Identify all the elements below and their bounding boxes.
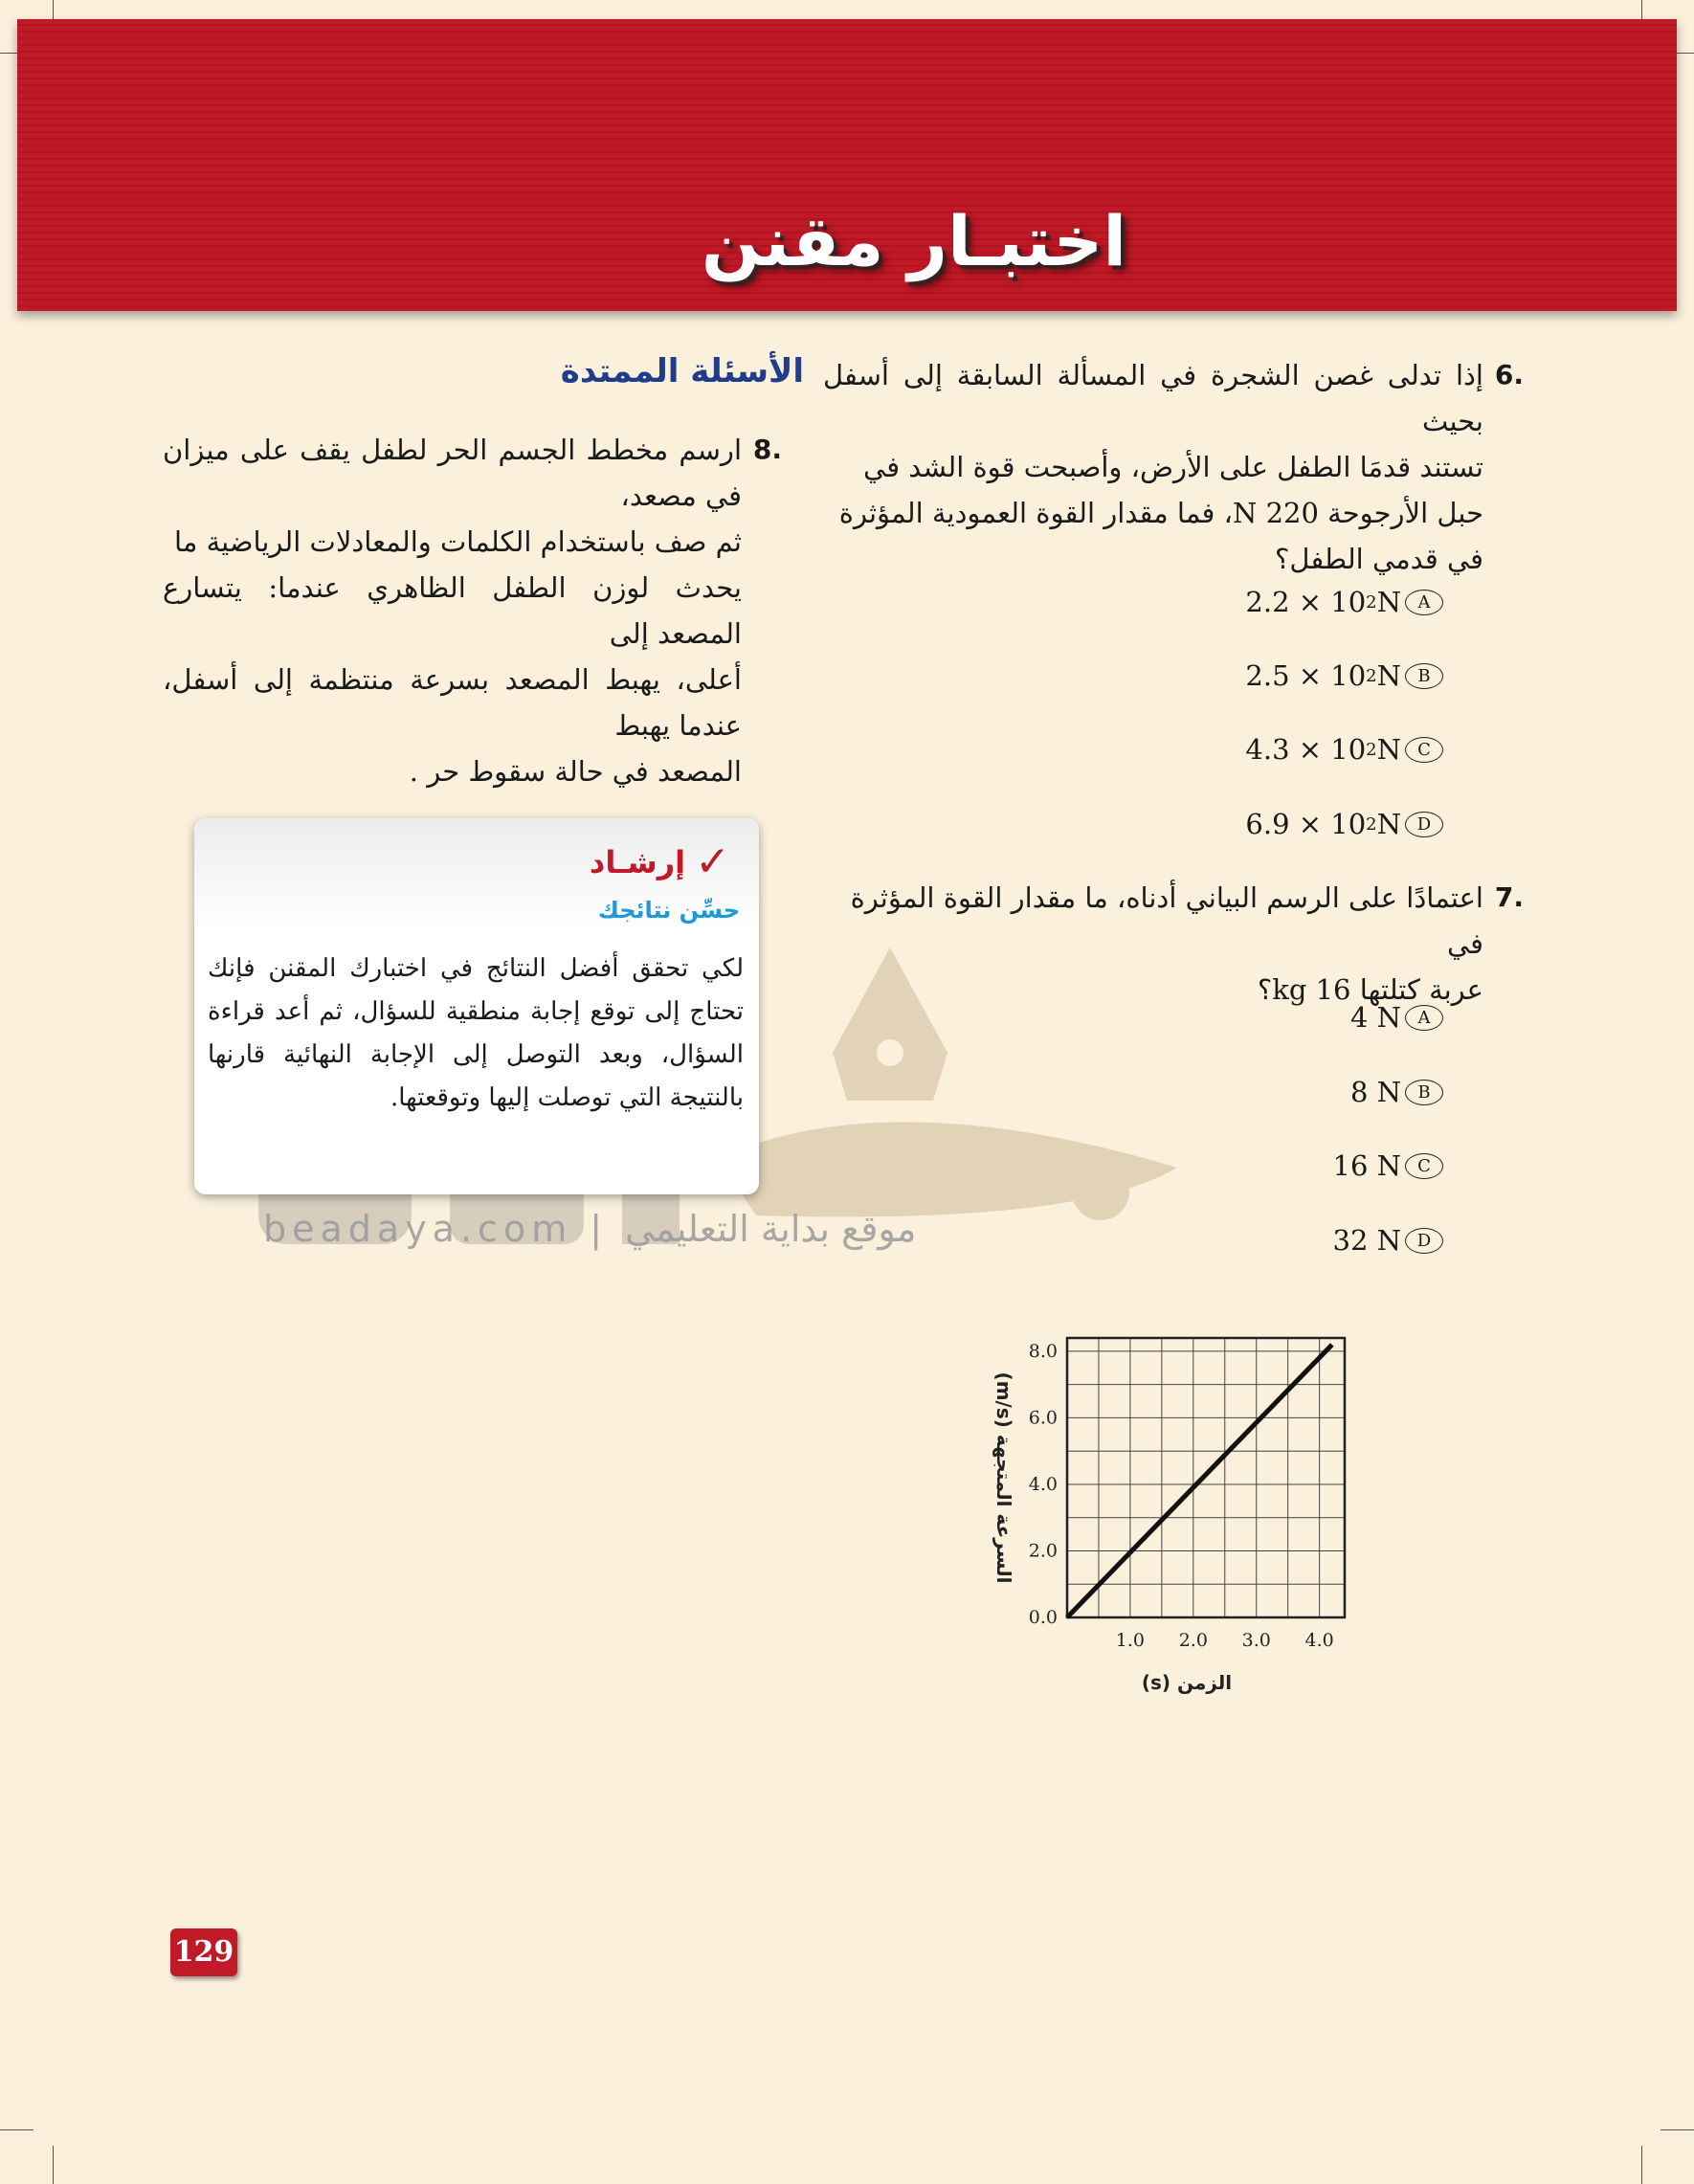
option-letter: D — [1405, 812, 1443, 837]
option-value: 4 N — [1349, 1001, 1401, 1034]
hint-title — [590, 837, 730, 886]
answer-option-b[interactable] — [1350, 1076, 1443, 1108]
option-value: 4.3 × 10 — [1245, 733, 1367, 766]
option-value: 32 N — [1332, 1224, 1401, 1257]
question-7 — [823, 875, 1524, 1013]
option-exponent: 2 — [1366, 591, 1377, 613]
y-axis-label: السرعة المتجهة (m/s) — [992, 1371, 1015, 1584]
option-value: 8 N — [1349, 1076, 1401, 1108]
crop-mark — [53, 2146, 54, 2184]
option-value: 6.9 × 10 — [1245, 808, 1367, 840]
watermark-text: beadaya.com | موقع بداية التعليمي — [263, 1208, 917, 1250]
page-number: 129 — [170, 1928, 237, 1976]
option-letter: B — [1405, 663, 1443, 689]
option-unit: N — [1376, 586, 1401, 618]
option-letter: B — [1405, 1080, 1443, 1105]
option-unit: N — [1376, 733, 1401, 766]
option-letter: D — [1405, 1228, 1443, 1254]
question-line: ارسم مخطط الجسم الحر لطفل يقف على ميزان في مصعد، — [163, 434, 742, 512]
crop-mark — [0, 2129, 33, 2130]
page-title: اختبـار مقنن — [701, 201, 1126, 281]
answer-option-c[interactable] — [1333, 1149, 1444, 1182]
option-exponent: 2 — [1366, 813, 1377, 835]
x-tick-label: 2.0 — [1178, 1630, 1208, 1651]
question-line: اعتمادًا على الرسم البياني أدناه، ما مقدار القوة المؤثرة في — [850, 881, 1483, 960]
answer-option-d[interactable] — [1333, 1224, 1444, 1257]
question-6 — [823, 352, 1524, 582]
question-line: عربة كتلتها 16 kg؟ — [1257, 973, 1483, 1006]
hint-title-text: إرشـاد — [589, 843, 686, 880]
option-value: 16 N — [1332, 1149, 1401, 1182]
answer-option-b[interactable] — [1245, 659, 1443, 692]
option-value: 2.2 × 10 — [1245, 586, 1367, 618]
data-line — [1067, 1345, 1332, 1617]
answer-option-c[interactable] — [1245, 733, 1443, 766]
answer-option-a[interactable] — [1245, 586, 1443, 618]
option-exponent: 2 — [1366, 665, 1377, 686]
option-unit: N — [1376, 808, 1401, 840]
hint-box — [194, 818, 759, 1194]
x-tick-label: 4.0 — [1304, 1630, 1334, 1651]
y-tick-label: 4.0 — [1028, 1473, 1058, 1495]
question-line: حبل الأرجوحة 220 N، فما مقدار القوة العمودية المؤثرة — [838, 497, 1483, 529]
x-axis-label: الزمن (s) — [1141, 1671, 1233, 1694]
question-line: المصعد في حالة سقوط حر . — [409, 755, 742, 788]
option-letter: C — [1405, 737, 1443, 763]
question-line: يحدث لوزن الطفل الظاهري عندما: يتسارع المصعد إلى — [163, 571, 742, 650]
velocity-time-chart — [976, 1321, 1416, 1704]
x-tick-label: 3.0 — [1241, 1630, 1271, 1651]
hint-body: لكي تحقق أفضل النتائج في اختبارك المقنن فإنك تحتاج إلى توقع إجابة منطقية للسؤال، ثم أعد قراءة السؤال، وبعد التوصل إلى الإجابة النهائية قارنها بالنتيجة التي توصلت إليها وتوقعتها. — [208, 954, 744, 1112]
section-title: الأسئلة الممتدة — [560, 352, 804, 390]
question-line: إذا تدلى غصن الشجرة في المسألة السابقة إلى أسفل بحيث — [823, 359, 1483, 437]
checkmark-icon: ✓ — [695, 837, 730, 886]
question-line: في قدمي الطفل؟ — [1275, 543, 1483, 575]
crop-mark — [1641, 2146, 1642, 2184]
crop-mark — [1661, 2129, 1694, 2130]
question-8 — [163, 427, 782, 794]
y-tick-label: 6.0 — [1028, 1407, 1058, 1429]
question-number: .8 — [752, 434, 782, 465]
option-value: 2.5 × 10 — [1245, 659, 1367, 692]
option-letter: A — [1405, 1005, 1443, 1031]
answer-option-d[interactable] — [1245, 808, 1443, 840]
y-tick-label: 0.0 — [1028, 1607, 1058, 1628]
question-line: تستند قدمَا الطفل على الأرض، وأصبحت قوة الشد في — [863, 451, 1483, 483]
y-tick-label: 8.0 — [1028, 1340, 1058, 1362]
option-unit: N — [1376, 659, 1401, 692]
question-number: .7 — [1494, 881, 1524, 913]
option-letter: A — [1405, 590, 1443, 615]
question-line: ثم صف باستخدام الكلمات والمعادلات الرياضية ما — [174, 525, 742, 558]
header-banner — [17, 19, 1677, 311]
x-tick-label: 1.0 — [1115, 1630, 1146, 1651]
option-letter: C — [1405, 1153, 1443, 1179]
question-line: أعلى، يهبط المصعد بسرعة منتظمة إلى أسفل، عندما يهبط — [163, 663, 742, 742]
option-exponent: 2 — [1366, 739, 1377, 760]
question-number: .6 — [1494, 359, 1524, 390]
answer-option-a[interactable] — [1350, 1001, 1443, 1034]
y-tick-label: 2.0 — [1028, 1540, 1058, 1562]
hint-subtitle: حسِّن نتائجك — [597, 897, 740, 924]
